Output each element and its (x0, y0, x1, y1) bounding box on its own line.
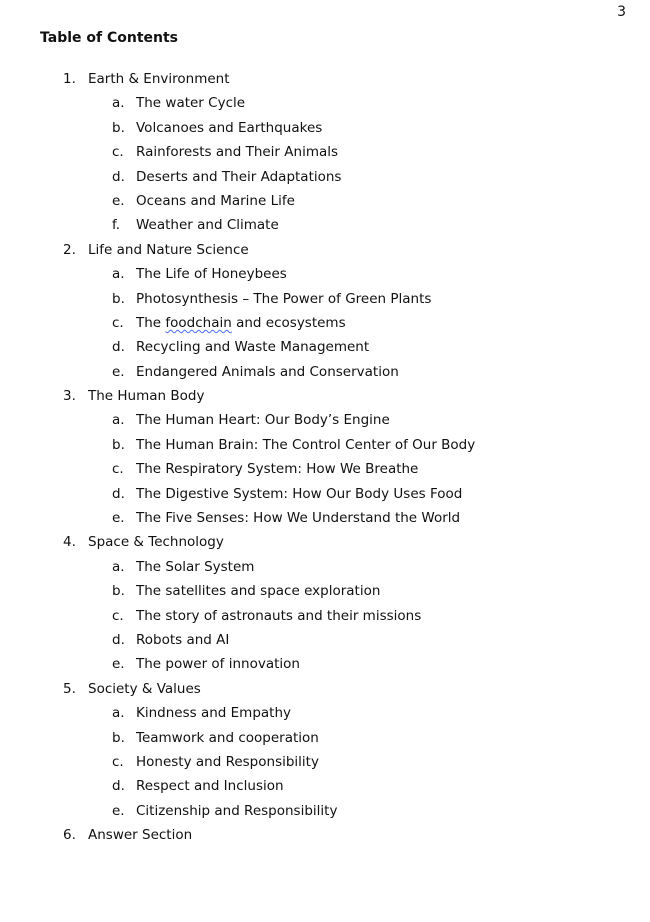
subitem-letter: c. (112, 314, 124, 331)
subitem-letter: d. (112, 168, 125, 185)
toc-subitem (0, 628, 650, 652)
subitem-title-start: The (136, 314, 166, 331)
toc-subitem (0, 579, 650, 603)
toc-subitem (0, 457, 650, 481)
subitem-letter: e. (112, 802, 125, 819)
toc-subitem (0, 262, 650, 286)
subitem-title: Rainforests and Their Animals (136, 144, 339, 161)
toc-section-4 (0, 530, 650, 554)
toc-title: Table of Contents (40, 30, 179, 46)
subitem-letter: b. (112, 583, 125, 600)
subitem-title: The Life of Honeybees (136, 266, 287, 283)
subitem-title: The Solar System (136, 558, 255, 575)
subitem-letter: b. (112, 729, 125, 746)
subitem-letter: c. (112, 144, 124, 161)
subitem-letter: b. (112, 290, 125, 307)
toc-section-2 (0, 238, 650, 262)
subitem-title: Honesty and Responsibility (136, 753, 319, 770)
subitem-letter: d. (112, 339, 125, 356)
subitem-letter: e. (112, 192, 125, 209)
subitem-letter: b. (112, 436, 125, 453)
toc-subitem (0, 506, 650, 530)
subitem-letter: d. (112, 631, 125, 648)
subitem-title: Teamwork and cooperation (136, 729, 319, 746)
subitem-letter: e. (112, 510, 125, 527)
toc-subitem (0, 774, 650, 798)
toc-section-3 (0, 384, 650, 408)
section-number: 4. (63, 534, 76, 551)
section-number: 6. (63, 827, 76, 844)
toc-subitem (0, 213, 650, 237)
subitem-title: The Digestive System: How Our Body Uses Food (136, 485, 463, 502)
spellcheck-flagged-word[interactable]: foodchain (165, 314, 232, 331)
subitem-title: The Human Heart: Our Body’s Engine (136, 412, 390, 429)
toc-subitem (0, 311, 650, 335)
section-number: 2. (63, 241, 76, 258)
subitem-title: Recycling and Waste Management (136, 339, 370, 356)
subitem-title: The water Cycle (136, 95, 246, 112)
subitem-letter: e. (112, 363, 125, 380)
toc-subitem (0, 701, 650, 725)
section-number: 3. (63, 388, 76, 405)
subitem-title: Photosynthesis – The Power of Green Plants (136, 290, 432, 307)
toc-subitem (0, 482, 650, 506)
subitem-title: Weather and Climate (136, 217, 279, 234)
subitem-letter: a. (112, 266, 125, 283)
toc-subitem (0, 140, 650, 164)
toc-subitem (0, 165, 650, 189)
subitem-letter: f. (112, 217, 121, 234)
toc-subitem (0, 91, 650, 115)
section-title: Society & Values (88, 680, 201, 697)
subitem-title: Respect and Inclusion (136, 778, 284, 795)
subitem-title: The satellites and space exploration (136, 583, 381, 600)
subitem-title-end: and ecosystems (231, 314, 346, 331)
toc-subitem (0, 335, 650, 359)
subitem-title: Endangered Animals and Conservation (136, 363, 399, 380)
toc-subitem (0, 287, 650, 311)
toc-subitem (0, 750, 650, 774)
section-title: Earth & Environment (88, 71, 230, 87)
toc-subitem (0, 408, 650, 432)
section-number: 1. (63, 71, 76, 87)
subitem-title: The Five Senses: How We Understand the World (136, 510, 461, 527)
subitem-title: Robots and AI (136, 631, 230, 648)
toc-subitem (0, 360, 650, 384)
toc-subitem (0, 652, 650, 676)
subitem-letter: c. (112, 607, 124, 624)
subitem-title: The power of innovation (136, 656, 300, 673)
subitem-title: Oceans and Marine Life (136, 192, 295, 209)
subitem-title: The Human Brain: The Control Center of Our Body (136, 436, 476, 453)
subitem-title (136, 311, 346, 335)
table-of-contents (0, 67, 650, 848)
subitem-title: The Respiratory System: How We Breathe (136, 461, 419, 478)
subitem-letter: a. (112, 558, 125, 575)
subitem-letter: a. (112, 95, 125, 112)
toc-subitem (0, 799, 650, 823)
subitem-letter: b. (112, 119, 125, 136)
subitem-letter: c. (112, 753, 124, 770)
subitem-letter: a. (112, 705, 125, 722)
subitem-title: Citizenship and Responsibility (136, 802, 338, 819)
subitem-title: Kindness and Empathy (136, 705, 291, 722)
section-number: 5. (63, 680, 76, 697)
toc-subitem (0, 116, 650, 140)
page-number: 3 (617, 4, 626, 20)
subitem-title: Deserts and Their Adaptations (136, 168, 342, 185)
section-title: The Human Body (88, 388, 205, 405)
section-title: Life and Nature Science (88, 241, 249, 258)
subitem-letter: c. (112, 461, 124, 478)
subitem-letter: d. (112, 485, 125, 502)
section-title: Space & Technology (88, 534, 224, 551)
subitem-letter: d. (112, 778, 125, 795)
subitem-title: Volcanoes and Earthquakes (136, 119, 323, 136)
toc-subitem (0, 604, 650, 628)
toc-subitem (0, 555, 650, 579)
section-title: Answer Section (88, 827, 193, 844)
subitem-title: The story of astronauts and their missions (136, 607, 422, 624)
toc-subitem (0, 433, 650, 457)
toc-section-6 (0, 823, 650, 847)
toc-section-1 (0, 67, 650, 91)
subitem-letter: e. (112, 656, 125, 673)
toc-section-5 (0, 677, 650, 701)
toc-subitem (0, 189, 650, 213)
toc-subitem (0, 726, 650, 750)
subitem-letter: a. (112, 412, 125, 429)
